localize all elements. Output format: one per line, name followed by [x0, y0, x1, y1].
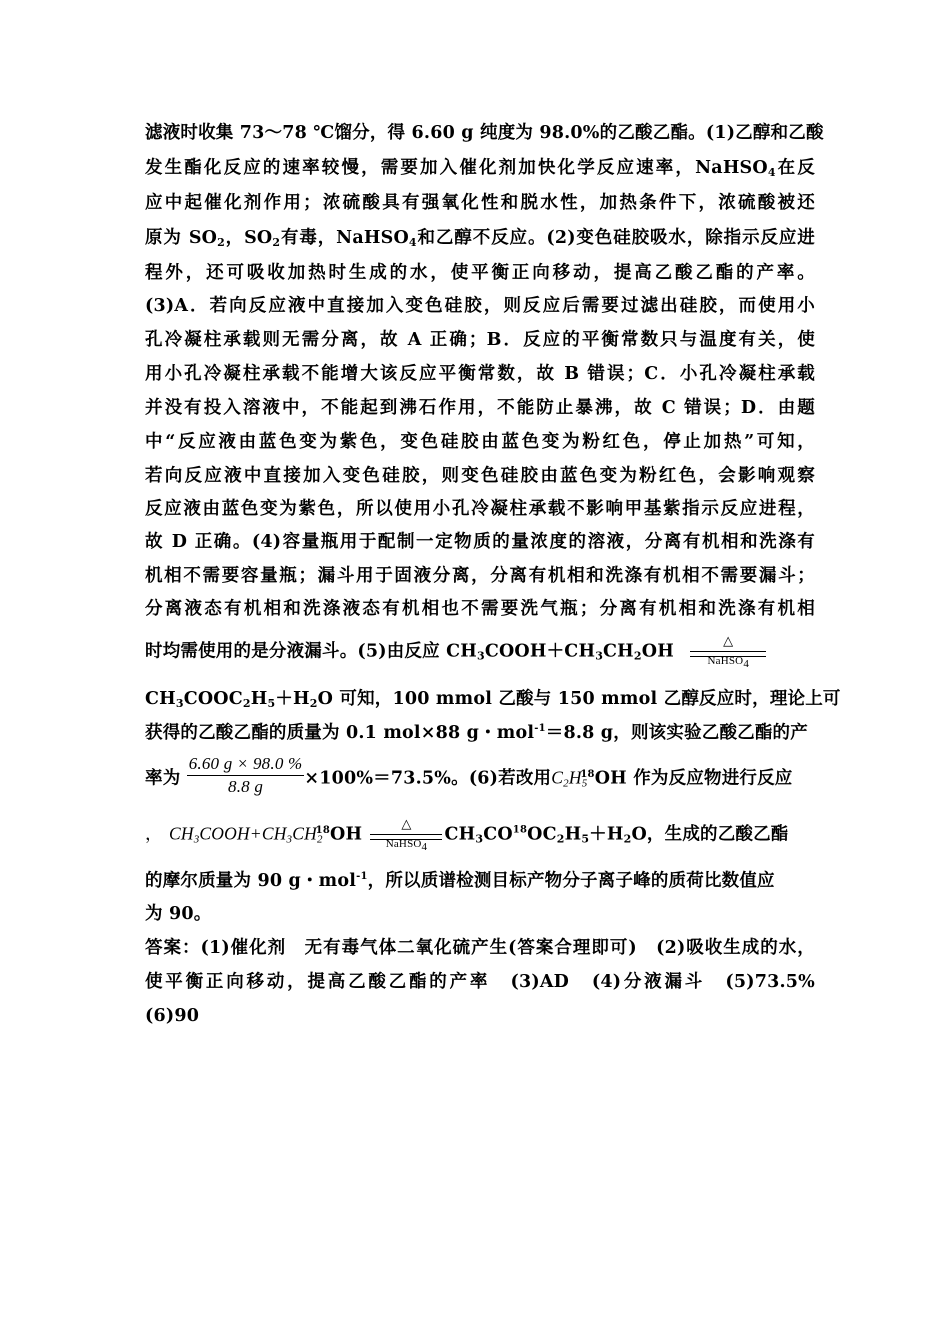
answer-line-2: 使平衡正向移动，提高乙酸乙酯的产率 (3)AD (4)分液漏斗 (5)73.5% — [145, 972, 815, 992]
catalyst-label: NaHSO$_4$ — [707, 655, 750, 670]
text-line-5: 程外，还可吸收加热时生成的水，使平衡正向移动，提高乙酸乙酯的产率。 — [145, 263, 815, 283]
yield-fraction: $\frac{6.60 g \times 98.0 \%}{8.8 g}$ — [188, 754, 303, 796]
text-line-14: 机相不需要容量瓶；漏斗用于固液分离，分离有机相和洗涤有机相不需要漏斗； — [145, 566, 815, 586]
heat-triangle-icon: △ — [723, 634, 734, 649]
answer-line-1: 答案：(1)催化剂 无有毒气体二氧化硫产生(答案合理即可) (2)吸收生成的水， — [145, 938, 815, 958]
text-line-17: $CH_3COOC_2H_5+H_2O$ 可知，100 mmol 乙酸与 150 mmol 乙醇反应时，理论上可 — [145, 689, 841, 710]
heat-triangle-icon: △ — [401, 817, 412, 832]
text-line-1: 滤液时收集 73～78 ℃馏分，得 6.60 g 纯度为 98.0%的乙酸乙酯。(1)乙醇和乙酸 — [145, 123, 824, 143]
text-line-12: 反应液由蓝色变为紫色，所以使用小孔冷凝柱承载不影响甲基紫指示反应进程， — [145, 499, 815, 519]
text-line-10: 中“反应液由蓝色变为紫色，变色硅胶由蓝色变为粉红色，停止加热”可知， — [145, 432, 815, 452]
text-line-3: 应中起催化剂作用；浓硫酸具有强氧化性和脱水性，加热条件下，浓硫酸被还 — [145, 193, 815, 213]
answer-line-3: (6)90 — [145, 1006, 200, 1026]
text-line-13: 故 D 正确。(4)容量瓶用于配制一定物质的量浓度的溶液，分离有机相和洗涤有 — [145, 532, 815, 552]
text-line-8: 用小孔冷凝柱承载不能增大该反应平衡常数，故 B 错误；C．小孔冷凝柱承载 — [145, 364, 815, 384]
text-line-16: 时均需使用的是分液漏斗。(5)由反应 $CH_3COOH+CH_3CH_2OH$ △ NaHSO$_4$ — [145, 635, 815, 665]
reaction-arrow — [688, 635, 768, 669]
catalyst-label: NaHSO$_4$ — [385, 838, 428, 853]
text-line-19: 率为 $\frac{6.60 g \times 98.0 \%}{8.8 g}$ ×100%＝73.5%。(6)若改用$C_2H_5^{18}OH$ 作为反应物进行反应 — [145, 754, 793, 796]
text-line-15: 分离液态有机相和洗涤液态有机相也不需要洗气瓶；分离有机相和洗涤有机相 — [145, 599, 815, 619]
text-line-21: 的摩尔质量为 90 g・mol$^{-1}$，所以质谱检测目标产物分子离子峰的质荷比数值应 — [145, 871, 775, 891]
text-line-11: 若向反应液中直接加入变色硅胶，则变色硅胶由蓝色变为粉红色，会影响观察 — [145, 466, 815, 486]
text-line-2: 发生酯化反应的速率较慢，需要加入催化剂加快化学反应速率，NaHSO$_4$在反 — [145, 158, 815, 179]
text-line-7: 孔冷凝柱承载则无需分离，故 A 正确；B．反应的平衡常数只与温度有关，使 — [145, 330, 815, 350]
text-line-9: 并没有投入溶液中，不能起到沸石作用，不能防止暴沸，故 C 错误；D．由题 — [145, 398, 815, 418]
text-line-20: ， $CH_3COOH+CH_3CH_2^{18}OH$ △ NaHSO$_4$ $CH_3CO^{18}OC_2H_5+H_2O$，生成的乙酸乙酯 — [145, 817, 789, 853]
text-line-6: (3)A．若向反应液中直接加入变色硅胶，则反应后需要过滤出硅胶，而使用小 — [145, 296, 815, 316]
text-line-22: 为 90。 — [145, 904, 212, 924]
text-line-18: 获得的乙酸乙酯的质量为 0.1 mol×88 g・mol$^{-1}$＝8.8 g，则该实验乙酸乙酯的产 — [145, 723, 808, 743]
text-line-4: 原为 $SO_2$，$SO_2$有毒，NaHSO$_4$和乙醇不反应。(2)变色硅胶吸水，除指示反应进 — [145, 228, 815, 249]
reaction-arrow-2 — [368, 818, 444, 852]
